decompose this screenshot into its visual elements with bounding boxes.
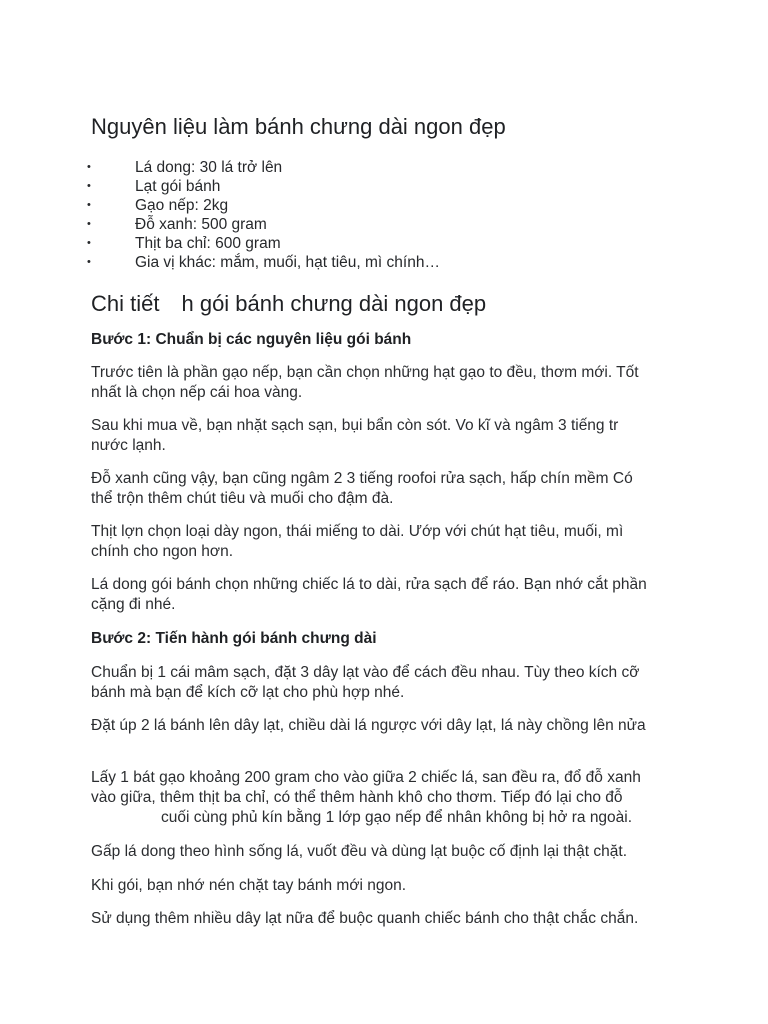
paragraph-line: Gấp lá dong theo hình sống lá, vuốt đều và dùng lạt buộc cố định lại thật chặt.	[91, 843, 627, 860]
paragraph-line: Lá dong gói bánh chọn những chiếc lá to dài, rửa sạch để ráo. Bạn nhớ cắt phần	[91, 576, 647, 593]
paragraph	[91, 416, 683, 456]
details-heading-part2: h gói bánh chưng dài ngon đẹp	[181, 291, 487, 316]
details-heading-part1: Chi tiết	[91, 291, 160, 316]
bullet-icon: •	[87, 161, 91, 173]
paragraph-line: cuối cùng phủ kín bằng 1 lớp gạo nếp để nhân không bị hở ra ngoài.	[161, 809, 633, 826]
ingredient-text: Lá dong: 30 lá trở lên	[135, 159, 283, 176]
paragraph-line: nước lạnh.	[91, 437, 166, 454]
paragraph-line: Trước tiên là phần gạo nếp, bạn cần chọn những hạt gạo to đều, thơm mới. Tốt	[91, 364, 639, 381]
details-heading	[91, 290, 486, 318]
paragraph	[91, 768, 683, 828]
bullet-icon: •	[87, 256, 91, 268]
paragraph	[91, 842, 683, 862]
paragraph	[91, 522, 683, 562]
paragraph	[91, 716, 683, 736]
ingredient-text: Thịt ba chỉ: 600 gram	[135, 235, 281, 252]
paragraph-line: thể trộn thêm chút tiêu và muối cho đậm đà.	[91, 490, 394, 507]
paragraph	[91, 909, 683, 929]
paragraph	[91, 363, 683, 403]
paragraph-line: nhất là chọn nếp cái hoa vàng.	[91, 384, 303, 401]
paragraph	[91, 575, 683, 615]
step1-title: Bước 1: Chuẩn bị các nguyên liệu gói bánh	[91, 331, 412, 348]
paragraph-line: Sử dụng thêm nhiều dây lạt nữa để buộc quanh chiếc bánh cho thật chắc chắn.	[91, 910, 639, 927]
paragraph-line: cặng đi nhé.	[91, 596, 176, 613]
paragraph-line: chính cho ngon hơn.	[91, 543, 234, 560]
paragraph-line: Đỗ xanh cũng vậy, bạn cũng ngâm 2 3 tiếng roofoi rửa sạch, hấp chín mềm Có	[91, 470, 633, 487]
paragraph-line: Đặt úp 2 lá bánh lên dây lạt, chiều dài lá ngược với dây lạt, lá này chồng lên nửa	[91, 717, 646, 734]
paragraph-line: Thịt lợn chọn loại dày ngon, thái miếng to dài. Ướp với chút hạt tiêu, muối, mì	[91, 523, 624, 540]
paragraph-line: Lấy 1 bát gạo khoảng 200 gram cho vào giữa 2 chiếc lá, san đều ra, đổ đỗ xanh	[91, 769, 641, 786]
paragraph	[91, 876, 683, 896]
paragraph-line: Khi gói, bạn nhớ nén chặt tay bánh mới ngon.	[91, 877, 407, 894]
bullet-icon: •	[87, 180, 91, 192]
bullet-icon: •	[87, 218, 91, 230]
bullet-icon: •	[87, 237, 91, 249]
paragraph	[91, 663, 683, 703]
bullet-icon: •	[87, 199, 91, 211]
ingredient-text: Gạo nếp: 2kg	[135, 197, 229, 214]
paragraph-line: bánh mà bạn để kích cỡ lạt cho phù hợp nhé.	[91, 684, 405, 701]
step2-title: Bước 2: Tiến hành gói bánh chưng dài	[91, 630, 377, 647]
ingredient-text: Đỗ xanh: 500 gram	[135, 216, 267, 233]
paragraph-line: vào giữa, thêm thịt ba chỉ, có thể thêm hành khô cho thơm. Tiếp đó lại cho đỗ	[91, 789, 623, 806]
paragraph-line: Sau khi mua về, bạn nhặt sạch sạn, bụi bẩn còn sót. Vo kĩ và ngâm 3 tiếng tr	[91, 417, 619, 434]
paragraph-line: Chuẩn bị 1 cái mâm sạch, đặt 3 dây lạt vào để cách đều nhau. Tùy theo kích cỡ	[91, 664, 640, 681]
paragraph	[91, 469, 683, 509]
ingredient-text: Lạt gói bánh	[135, 178, 221, 195]
ingredient-text: Gia vị khác: mắm, muối, hạt tiêu, mì chính…	[135, 254, 440, 271]
ingredients-heading: Nguyên liệu làm bánh chưng dài ngon đẹp	[91, 114, 506, 139]
